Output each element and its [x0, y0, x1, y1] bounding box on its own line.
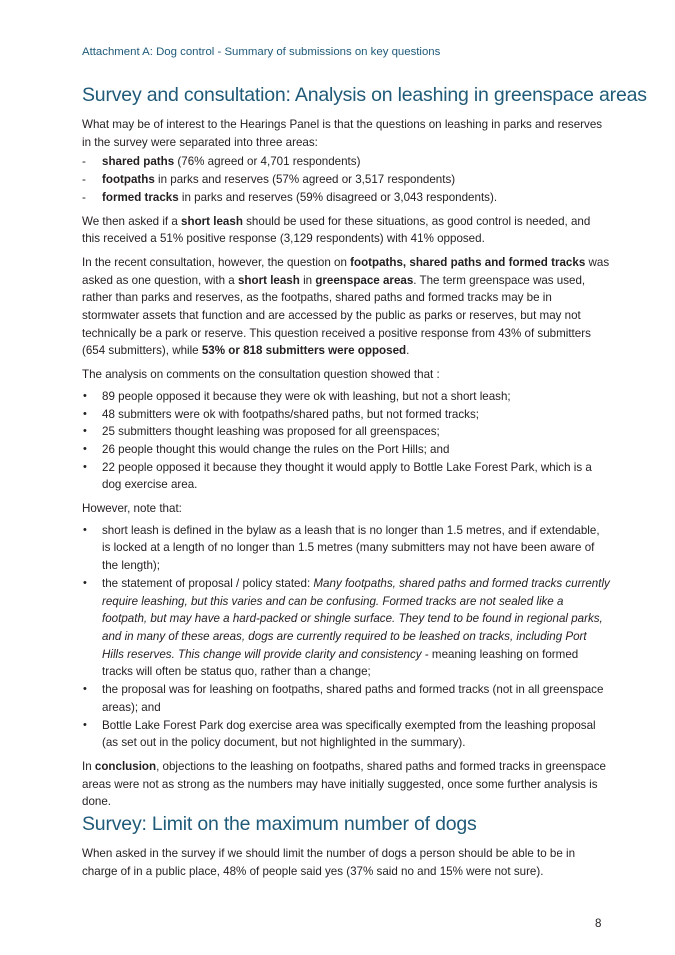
consultation-paragraph: In the recent consultation, however, the question on footpaths, shared paths and formed tracks was asked as one question, with a short leash in greenspace areas. The term greenspace was used, rather than parks and reserves, as the footpaths, shared paths and formed tracks may be in stormwater assets that function and are accessed by the public as parks or reserves, but may not technically be a park or reserve. This question received a positive response from 43% of submitters (654 submitters), while 53% or 818 submitters were opposed. [82, 255, 610, 358]
section-heading-dog-limit: Survey: Limit on the maximum number of dogs [82, 813, 477, 835]
section-leashing [82, 83, 647, 811]
list-item: - footpaths in parks and reserves (57% agreed or 3,517 respondents) [82, 173, 456, 187]
list-item: • 48 submitters were ok with footpaths/shared paths, but not formed tracks; [83, 407, 479, 421]
list-item: • 89 people opposed it because they were ok with leashing, but not a short leash; [83, 389, 511, 403]
list-item: • 26 people thought this would change the rules on the Port Hills; and [83, 442, 450, 456]
intro-paragraph: What may be of interest to the Hearings Panel is that the questions on leashing in parks and reserves in the survey were separated into three areas: [82, 118, 603, 149]
however-intro: However, note that: [82, 502, 182, 516]
survey-areas-list [82, 153, 610, 206]
list-item: • 22 people opposed it because they thought it would apply to Bottle Lake Forest Park, which is a dog exercise area. [83, 460, 592, 492]
short-leash-paragraph: We then asked if a short leash should be used for these situations, as good control is needed, and this received a 51% positive response (3,129 respondents) with 41% opposed. [82, 214, 591, 246]
list-item: • the statement of proposal / policy stated: Many footpaths, shared paths and formed tracks currently require leashing, but this varies and can be confusing. Formed tracks are not sealed like a footpath, but may have a hard-packed or shingle surface. They tend to be found in regional parks, and in many of these areas, dogs are currently required to be leashed on tracks, including Port Hills reserves. This change will provide clarity and consistency - meaning leashing on formed tracks will often be status quo, rather than a change; [83, 576, 610, 679]
analysis-intro: The analysis on comments on the consultation question showed that : [82, 368, 440, 382]
list-item: • the proposal was for leashing on footpaths, shared paths and formed tracks (not in all greenspace areas); and [83, 683, 604, 714]
list-item: • Bottle Lake Forest Park dog exercise area was specifically exempted from the leashing proposal (as set out in the policy document, but not highlighted in the summary). [83, 718, 596, 750]
notes-list [82, 522, 610, 752]
list-item: • 25 submitters thought leashing was proposed for all greenspaces; [83, 425, 440, 439]
list-item: - formed tracks in parks and reserves (59% disagreed or 3,043 respondents). [82, 190, 498, 204]
section-heading-leashing: Survey and consultation: Analysis on leashing in greenspace areas [82, 84, 647, 106]
dog-limit-paragraph: When asked in the survey if we should limit the number of dogs a person should be able to be in charge of in a public place, 48% of people said yes (37% said no and 15% were not sure). [82, 847, 576, 878]
list-item: - shared paths (76% agreed or 4,701 respondents) [82, 155, 361, 169]
page-number: 8 [595, 917, 602, 930]
conclusion-paragraph: In conclusion, objections to the leashing on footpaths, shared paths and formed tracks in greenspace areas were not as strong as the numbers may have initially suggested, once some further analysis is done. [82, 759, 606, 809]
list-item: • short leash is defined in the bylaw as a leash that is no longer than 1.5 metres, and if extendable, is locked at a length of no longer than 1.5 metres (many submitters may not have been aware of the length); [83, 523, 600, 573]
analysis-list [82, 388, 610, 494]
running-header: Attachment A: Dog control - Summary of submissions on key questions [82, 46, 441, 58]
section-dog-limit [82, 812, 610, 880]
